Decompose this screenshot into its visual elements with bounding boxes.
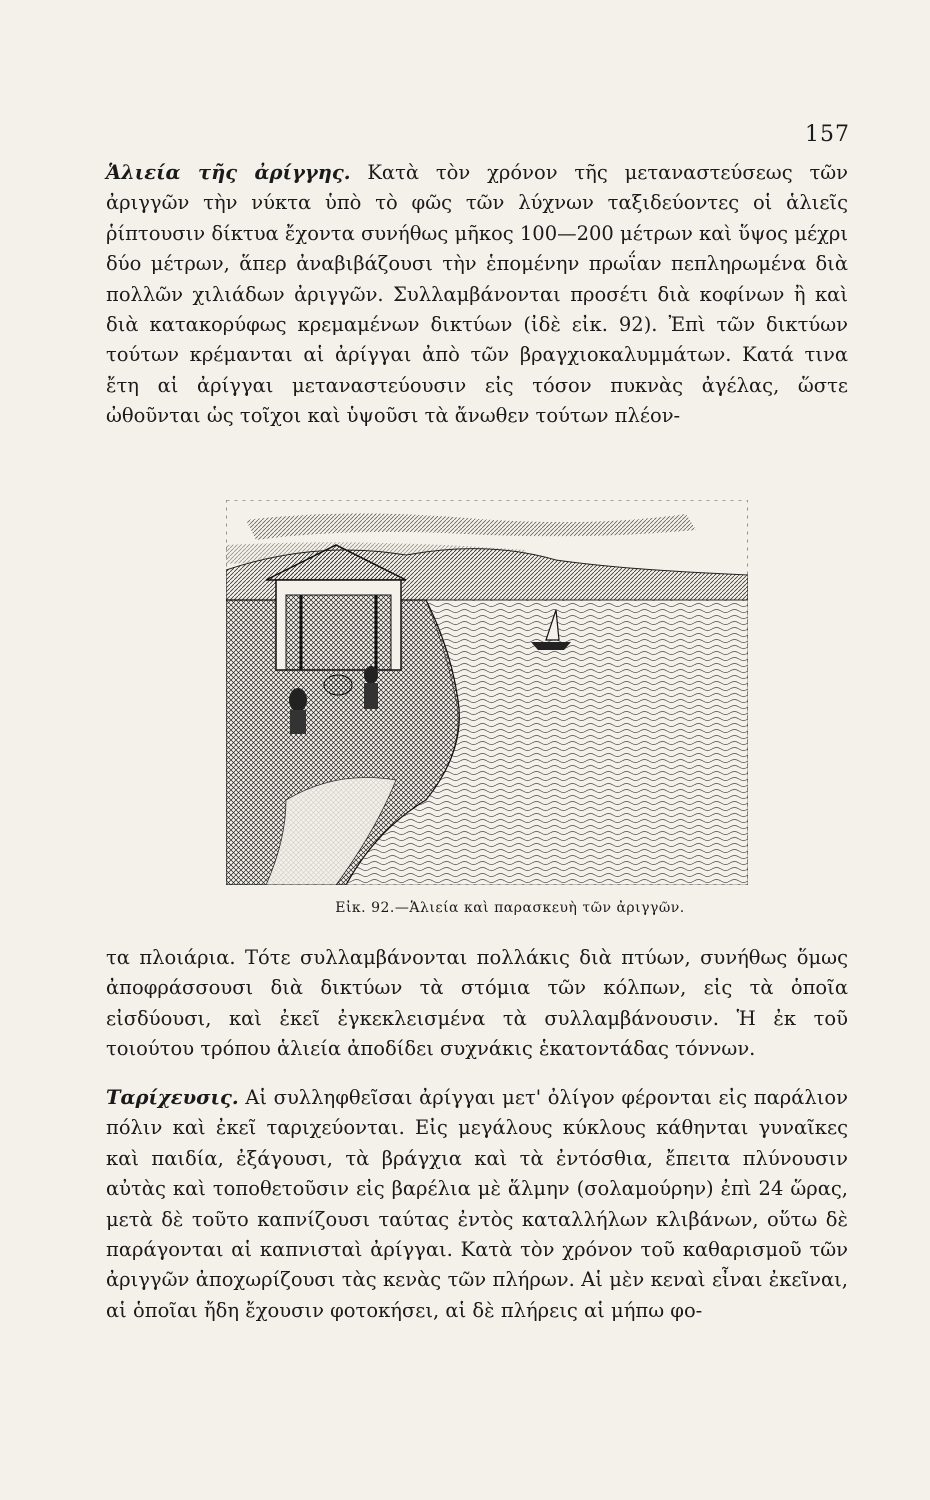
engraving-illustration [226,500,748,885]
section-heading-herring-fishing: Ἁλιεία τῆς ἀρίγγης. [106,161,351,184]
figure-engraving [226,500,748,885]
paragraph-text: Αἱ συλληφθεῖσαι ἀρίγγαι μετ' ὀλίγον φέρονται εἰς παράλιον πόλιν καὶ ἐκεῖ ταριχεύονται. Εἰς μεγάλους κύκλους κάθηνται γυναῖκες καὶ παιδία, ἐξάγουσι, τὰ βράγχια καὶ τὰ ἐντόσθια, ἔπειτα πλύνουσιν αὐτὰς καὶ τοποθετοῦσιν εἰς βαρέλια μὲ ἅλμην (σολαμούρην) ἐπὶ 24 ὥρας, μετὰ δὲ τοῦτο καπνίζουσι ταύτας ἐντὸς καταλλήλων κλιβάνων, οὕτω δὲ παράγονται αἱ καπνισταὶ ἀρίγγαι. Κατὰ τὸν χρόνον τοῦ καθαρισμοῦ τῶν ἀριγγῶν ἀποχωρίζουσι τὰς κενὰς τῶν πλήρων. Αἱ μὲν κεναὶ εἶναι ἐκεῖναι, αἱ ὁποῖαι ἤδη ἔχουσιν φοτοκήσει, αἱ δὲ πλήρεις αἱ μήπω φο- [106,1086,848,1322]
paragraph-text: Κατὰ τὸν χρόνον τῆς μεταναστεύσεως τῶν ἀριγγῶν τὴν νύκτα ὑπὸ τὸ φῶς τῶν λύχνων ταξιδεύοντες οἱ ἁλιεῖς ῥίπτουσιν δίκτυα ἔχοντα συνήθως μῆκος 100—200 μέτρων καὶ ὕψος μέχρι δύο μέτρων, ἅπερ ἀναβιβάζουσι τὴν ἑπομένην πρωΐαν πεπληρωμένα διὰ πολλῶν χιλιάδων ἀριγγῶν. Συλλαμβάνονται προσέτι διὰ κοφίνων ἢ καὶ διὰ κατακορύφως κρεμαμένων δικτύων (ἰδὲ εἰκ. 92). Ἐπὶ τῶν δικτύων τούτων κρέμανται αἱ ἀρίγγαι ἀπὸ τῶν βραγχιοκαλυμμάτων. Κατά τινα ἔτη αἱ ἀρίγγαι μεταναστεύουσιν εἰς τόσον πυκνὰς ἀγέλας, ὥστε ὠθοῦνται ὡς τοῖχοι καὶ ὑψοῦσι τὰ ἄνωθεν τούτων πλέον- [106,161,848,428]
paragraph-continuation: τα πλοιάρια. Τότε συλλαμβάνονται πολλάκις διὰ πτύων, συνήθως ὅμως ἀποφράσσουσι διὰ δικτύων τὰ στόμια τῶν κόλπων, εἰς τὰ ὁποῖα εἰσδύουσι, καὶ ἐκεῖ ἐγκεκλεισμένα τὰ συλλαμβάνουσιν. Ἡ ἐκ τοῦ τοιούτου τρόπου ἁλιεία ἀποδίδει συχνάκις ἑκατοντάδας τόννων. [106,946,848,1061]
paragraph-herring-fishing [106,158,848,432]
section-heading-curing: Ταρίχευσις. [106,1086,239,1109]
paragraph-curing [106,1083,848,1326]
figure-caption: Εἰκ. 92.—Ἁλιεία καὶ παρασκευὴ τῶν ἀριγγῶν. [335,900,685,916]
page-number: 157 [805,122,850,147]
